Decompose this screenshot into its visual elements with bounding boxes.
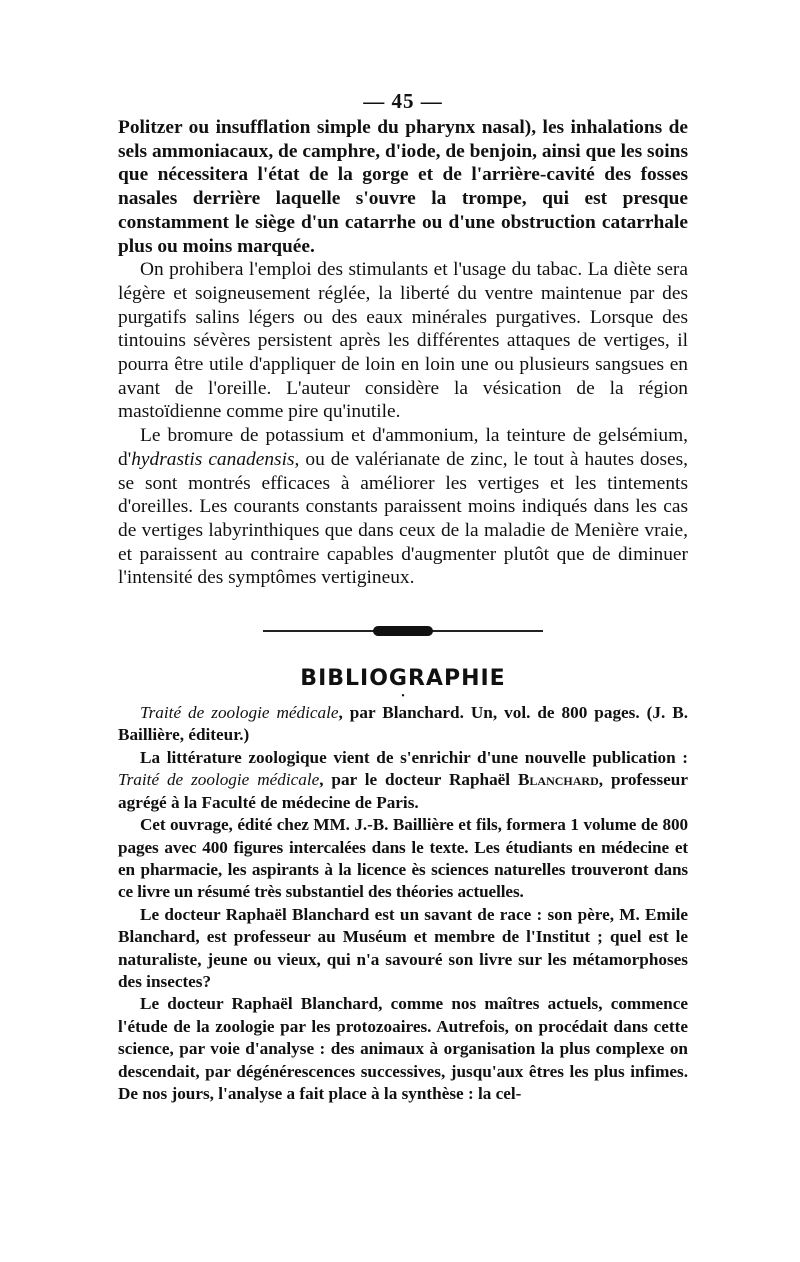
entry-title-italic: Traité de zoologie médicale	[140, 703, 339, 723]
book-page	[118, 86, 688, 1105]
bromure-text-b: , ou de valérianate de zinc, le tout à hautes doses, se sont montrés efficaces à améliorer les vertiges et les tintements d'oreilles. Les courants constants paraissent moins indiqués dans les cas de vertiges labyrinthiques que dans ceux de la maladie de Menière vraie, et paraissent au contraire capables d'augmenter plutôt que de diminuer l'intensité des symptômes vertigineux.	[118, 448, 688, 589]
litterature-title-italic: Traité de zoologie médicale	[118, 770, 320, 790]
treatment-section	[118, 116, 688, 590]
ornamental-divider	[263, 626, 543, 636]
author-smallcaps: Blanchard	[517, 770, 599, 790]
paragraph-politzer: Politzer ou insufflation simple du pharynx nasal), les inhalations de sels ammoniacaux, de camphre, d'iode, de benjoin, ainsi que les soins que nécessitera l'état de la gorge et de l'arrière-cavité des fosses nasales derrière laquelle s'ouvre la trompe, qui est presque constamment le siège d'un catarrhe ou d'une obstruction catarrhale plus ou moins marquée.	[118, 117, 688, 257]
entry-details: , par Blanchard. Un, vol. de 800 pages. (J. B. Baillière, éditeur.)	[118, 703, 688, 745]
bibliography-entry	[118, 702, 688, 747]
bullet-mark: •	[401, 691, 405, 703]
page-number: — 45 —	[363, 89, 443, 113]
litterature-text-a: La littérature zoologique vient de s'enrichir d'une nouvelle publication :	[140, 747, 688, 767]
paragraph-stimulants: On prohibera l'emploi des stimulants et l'usage du tabac. La diète sera légère et soigneusement réglée, la liberté du ventre maintenue par des purgatifs salins légers ou des eaux minérales purgatives. Lorsque des tintouins sévères persistent après les différentes attaques de vertiges, il pourra être utile d'appliquer de loin en loin une ou plusieurs sangsues en avant de l'oreille. L'auteur considère la vésication de la région mastoïdienne comme pire qu'inutile.	[118, 259, 688, 423]
paragraph-litterature	[118, 747, 688, 814]
divider-ornament	[373, 626, 433, 636]
hydrastis-italic: hydrastis canadensis	[131, 448, 295, 470]
paragraph-bromure	[118, 424, 688, 590]
paragraph-savant: Le docteur Raphaël Blanchard est un savant de race : son père, M. Emile Blanchard, est professeur au Muséum et membre de l'Institut ; quel est le naturaliste, jeune ou vieux, qui n'a savouré son livre sur les métamorphoses des insectes?	[118, 904, 688, 991]
bibliography-section	[118, 702, 688, 1105]
litterature-text-b: , par le docteur Raphaël	[319, 770, 518, 790]
bromure-text-a: Le bromure de potassium et d'ammonium, la teinture de gelsémium, d'	[118, 425, 688, 470]
paragraph-ouvrage: Cet ouvrage, édité chez MM. J.-B. Baillière et fils, formera 1 volume de 800 pages avec 400 figures intercalées dans le texte. Les étudiants en médecine et en pharmacie, les aspirants à la licence ès sciences naturelles trouveront dans ce livre un résumé très substantiel des théories actuelles.	[118, 815, 688, 902]
litterature-text-c: , professeur agrégé à la Faculté de médecine de Paris.	[118, 770, 688, 812]
bibliography-heading: BIBLIOGRAPHIE	[300, 666, 506, 692]
paragraph-zoologie: Le docteur Raphaël Blanchard, comme nos maîtres actuels, commence l'étude de la zoologie par les protozoaires. Autrefois, on procédait dans cette science, par voie d'analyse : des animaux à organisation la plus complexe on descendait, par dégénérescences successives, jusqu'aux êtres les plus infimes. De nos jours, l'analyse a fait place à la synthèse : la cel-	[118, 994, 688, 1103]
